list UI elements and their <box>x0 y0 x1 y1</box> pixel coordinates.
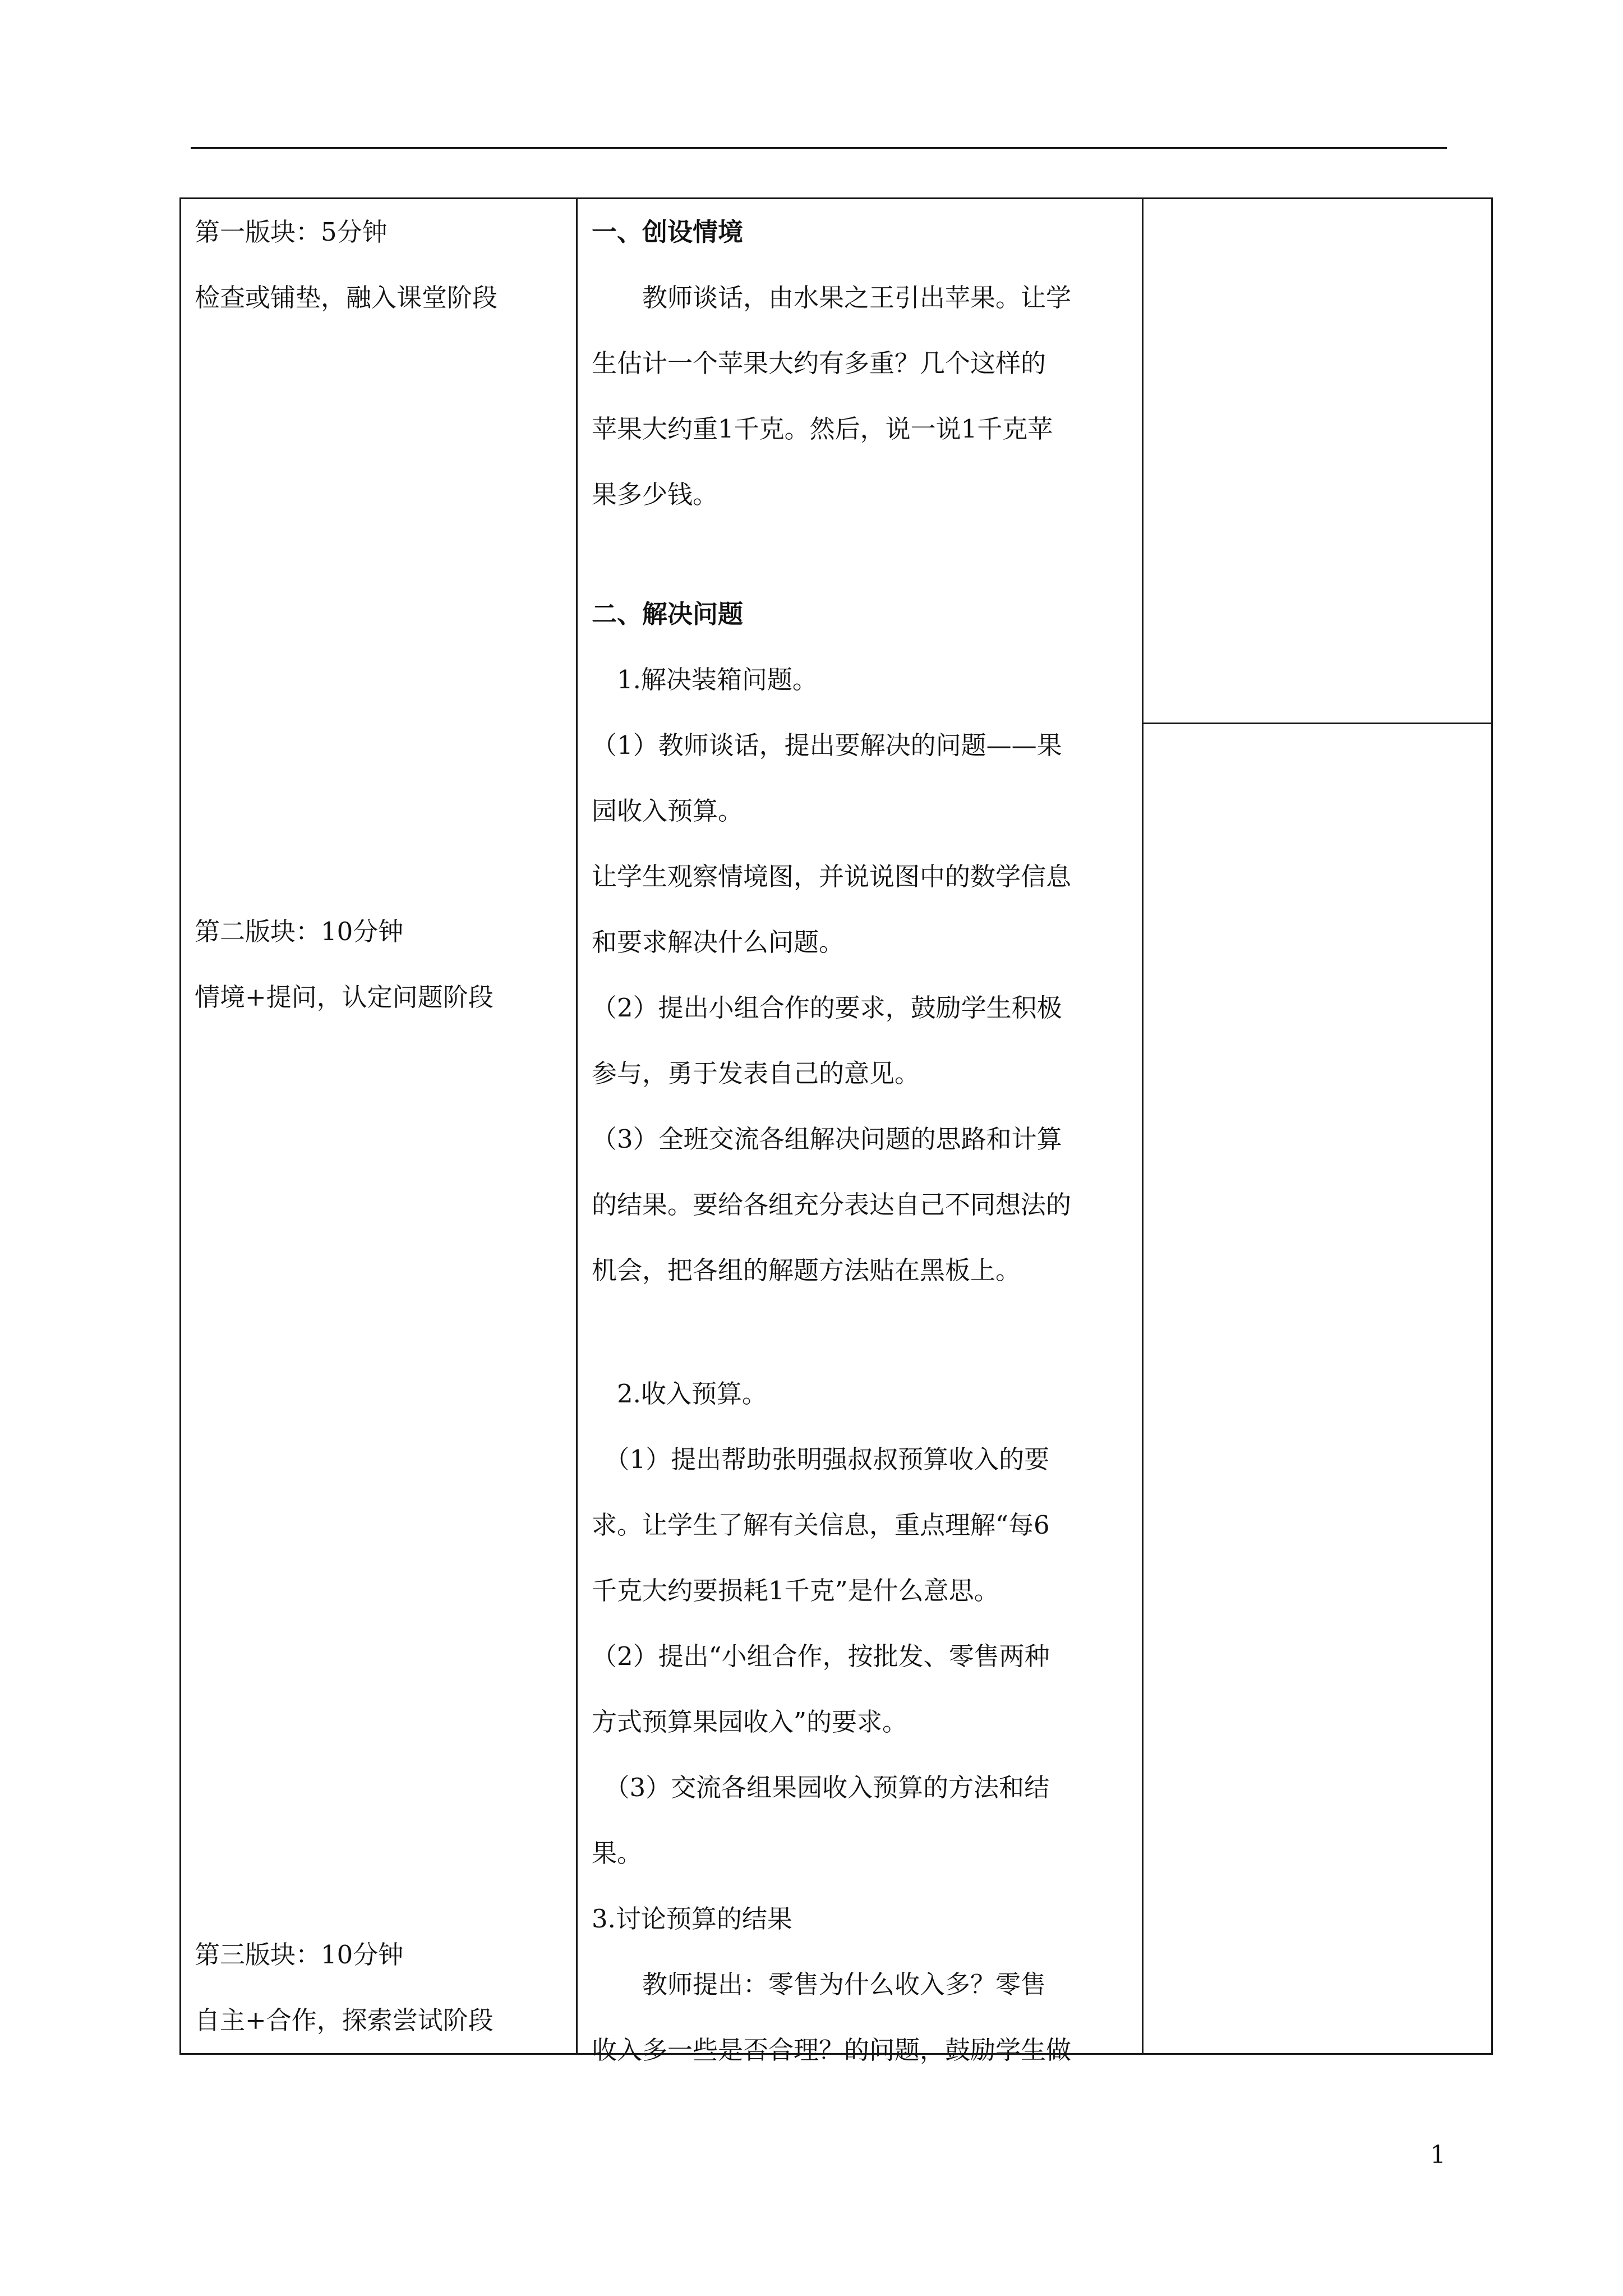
right-column-row-divider <box>1142 723 1493 724</box>
middle-column-section2 <box>592 581 1071 1303</box>
paragraph-line: 园收入预算。 <box>592 796 744 826</box>
left-column-block2 <box>195 899 494 1030</box>
paragraph-line: 的结果。要给各组充分表达自己不同想法的 <box>592 1190 1072 1220</box>
paragraph-line: 果多少钱。 <box>592 480 718 509</box>
paragraph-line: （1）教师谈话，提出要解决的问题——果 <box>592 730 1062 760</box>
paragraph-line: 让学生观察情境图，并说说图中的数学信息 <box>592 862 1072 891</box>
page-number: 1 <box>1430 2141 1446 2169</box>
section2-heading: 二、解决问题 <box>592 599 744 629</box>
subsection1-title: 1.解决装箱问题。 <box>592 665 818 694</box>
paragraph-line: （2）提出“小组合作，按批发、零售两种 <box>592 1641 1050 1671</box>
subsection3-title: 3.讨论预算的结果 <box>592 1904 792 1934</box>
paragraph-line: 和要求解决什么问题。 <box>592 927 845 957</box>
paragraph-line: 方式预算果园收入”的要求。 <box>592 1707 908 1737</box>
table-divider-1 <box>576 197 578 2055</box>
left-column-block3 <box>195 1922 494 2053</box>
paragraph-line: （2）提出小组合作的要求，鼓励学生积极 <box>592 993 1062 1023</box>
header-rule <box>191 147 1447 149</box>
paragraph-line: 生估计一个苹果大约有多重？几个这样的 <box>592 348 1046 378</box>
table-border-left <box>179 197 181 2055</box>
paragraph-line: （3）交流各组果园收入预算的方法和结 <box>592 1773 1050 1802</box>
paragraph-line: 收入多一些是否合理？的问题，鼓励学生做 <box>592 2035 1072 2065</box>
paragraph-line: 果。 <box>592 1838 643 1868</box>
block3-title: 第三版块：10分钟 <box>195 1940 404 1970</box>
paragraph-line: 千克大约要损耗1千克”是什么意思。 <box>592 1576 999 1605</box>
table-divider-2 <box>1142 197 1144 2055</box>
subsection2-title: 2.收入预算。 <box>592 1379 767 1409</box>
paragraph-line: 求。让学生了解有关信息，重点理解“每6 <box>592 1510 1050 1540</box>
paragraph-line: （1）提出帮助张明强叔叔预算收入的要 <box>592 1444 1050 1474</box>
block3-subtitle: 自主+合作，探索尝试阶段 <box>195 2005 494 2035</box>
table-border-right <box>1491 197 1493 2055</box>
paragraph-line: （3）全班交流各组解决问题的思路和计算 <box>592 1124 1062 1154</box>
paragraph-line: 参与，勇于发表自己的意见。 <box>592 1059 920 1088</box>
paragraph-line: 教师提出：零售为什么收入多？零售 <box>592 1970 1046 1999</box>
middle-column-subsection2 <box>592 1361 1071 2083</box>
block1-title: 第一版块：5分钟 <box>195 217 388 247</box>
section1-heading: 一、创设情境 <box>592 217 744 247</box>
middle-column-section1 <box>592 199 1071 527</box>
paragraph-line: 教师谈话，由水果之王引出苹果。让学 <box>592 283 1072 312</box>
block1-subtitle: 检查或铺垫，融入课堂阶段 <box>195 283 498 312</box>
left-column-block1 <box>195 199 497 330</box>
block2-subtitle: 情境+提问，认定问题阶段 <box>195 982 494 1012</box>
block2-title: 第二版块：10分钟 <box>195 917 404 946</box>
paragraph-line: 机会，把各组的解题方法贴在黑板上。 <box>592 1255 1021 1285</box>
paragraph-line: 苹果大约重1千克。然后，说一说1千克苹 <box>592 414 1053 444</box>
